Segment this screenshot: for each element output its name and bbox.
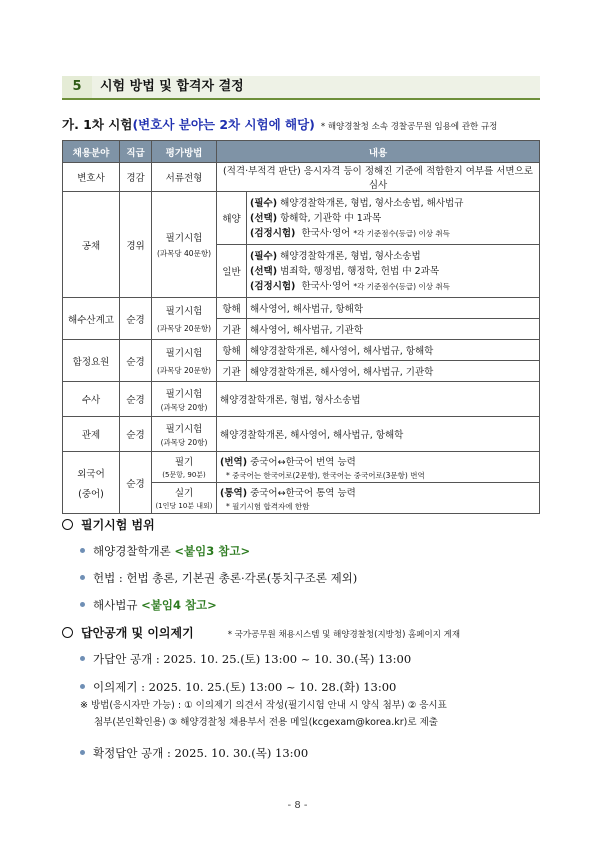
item-tag: <붙임4 참고> bbox=[141, 598, 217, 612]
dot-bullet-icon bbox=[80, 684, 85, 689]
col-header: 채용분야 bbox=[63, 141, 120, 163]
dot-bullet-icon bbox=[80, 602, 85, 607]
list-item bbox=[80, 679, 396, 695]
cell-rank: 순경 bbox=[120, 452, 152, 514]
col-header: 직급 bbox=[120, 141, 152, 163]
field-sub: (중어) bbox=[78, 488, 104, 500]
list-item bbox=[80, 597, 217, 613]
tag-interpretation: (통역) bbox=[220, 487, 248, 499]
list-item bbox=[80, 745, 308, 761]
item-text: 해양경찰학개론 bbox=[93, 544, 171, 558]
range-title: 필기시험 범위 bbox=[81, 518, 155, 532]
table-row bbox=[63, 340, 540, 361]
cell-rank: 순경 bbox=[120, 298, 152, 340]
field-label: 외국어 bbox=[77, 468, 105, 480]
content-line: 범죄학, 행정법, 행정학, 헌법 中 2과목 bbox=[280, 265, 440, 277]
range-heading bbox=[62, 516, 155, 533]
cell-method bbox=[152, 452, 217, 483]
circle-bullet-icon bbox=[62, 627, 73, 638]
method-label: 필기시험 bbox=[165, 423, 203, 435]
method-label: 필기 bbox=[174, 457, 194, 468]
method-line: ※ 방법(응시자만 가능) : ① 이의제기 의견서 작성(필기시험 안내 시 양식 첨부) ② 응시표 bbox=[80, 700, 447, 711]
content-note: * 필기시험 합격자에 한함 bbox=[226, 501, 310, 511]
section-header bbox=[62, 76, 540, 100]
cell-rank: 경위 bbox=[120, 192, 152, 298]
subsection-prefix: 가. 1차 시험 bbox=[62, 117, 133, 132]
cell-content: 해사영어, 해사법규, 항해학 bbox=[247, 298, 540, 319]
appeal-note: * 국가공무원 채용시스템 및 해양경찰청(지방청) 홈페이지 게재 bbox=[227, 630, 461, 640]
cell-content: 해양경찰학개론, 해사영어, 해사법규, 항해학 bbox=[247, 340, 540, 361]
method-label: 필기시험 bbox=[165, 306, 203, 317]
cell-method: 서류전형 bbox=[152, 163, 217, 192]
content-line: 해양경찰학개론, 형법, 형사소송법, 해사법규 bbox=[280, 197, 464, 209]
subsection-note: * 해양경찰청 소속 경찰공무원 임용에 관한 규정 bbox=[320, 122, 498, 132]
table-row bbox=[63, 163, 540, 192]
method-sub: (과목당 20문항) bbox=[156, 366, 211, 375]
tag-required: (필수) bbox=[250, 250, 278, 262]
content-line: 해양경찰학개론, 형법, 형사소송법 bbox=[280, 250, 421, 262]
tag-required: (필수) bbox=[250, 197, 278, 209]
table-row bbox=[63, 192, 540, 245]
table-row bbox=[63, 452, 540, 483]
content-line: 항해학, 기관학 中 1과목 bbox=[280, 212, 382, 224]
list-item bbox=[80, 651, 411, 667]
item-text: 해사법규 bbox=[93, 598, 138, 612]
dot-bullet-icon bbox=[80, 575, 85, 580]
cell-rank: 순경 bbox=[120, 340, 152, 382]
section-number: 5 bbox=[62, 76, 92, 98]
content-line: 중국어↔한국어 번역 능력 bbox=[250, 456, 356, 468]
cell-sublabel: 항해 bbox=[217, 340, 247, 361]
method-sub: (과목당 20문항) bbox=[156, 324, 211, 333]
cell-content: 해양경찰학개론, 해사영어, 해사법규, 항해학 bbox=[217, 417, 540, 452]
circle-bullet-icon bbox=[62, 519, 73, 530]
cell-content: 해사영어, 해사법규, 기관학 bbox=[247, 319, 540, 340]
appeal-method bbox=[80, 697, 447, 731]
cell-content: 해양경찰학개론, 해사영어, 해사법규, 기관학 bbox=[247, 361, 540, 382]
method-sub: (5문항, 90분) bbox=[162, 471, 206, 479]
cell-content bbox=[217, 452, 540, 483]
cell-content: 해양경찰학개론, 형법, 형사소송법 bbox=[217, 382, 540, 417]
table-header-row bbox=[63, 141, 540, 163]
item-text: 가답안 공개 : 2025. 10. 25.(토) 13:00 ~ 10. 30.(목) 13:00 bbox=[93, 652, 412, 666]
dot-bullet-icon bbox=[80, 750, 85, 755]
cell-sublabel: 항해 bbox=[217, 298, 247, 319]
exam-table bbox=[62, 140, 540, 514]
subsection-title bbox=[62, 115, 497, 133]
tag-elective: (선택) bbox=[250, 265, 278, 277]
method-label: 필기시험 bbox=[165, 233, 203, 244]
table-row bbox=[63, 382, 540, 417]
table-row bbox=[63, 298, 540, 319]
cell-method bbox=[152, 192, 217, 298]
cell-method bbox=[152, 340, 217, 382]
cell-method bbox=[152, 298, 217, 340]
method-sub: (과목당 20항) bbox=[160, 437, 208, 447]
appeal-heading bbox=[62, 624, 460, 641]
content-note: *각 기준점수(등급) 이상 취득 bbox=[353, 281, 450, 291]
dot-bullet-icon bbox=[80, 548, 85, 553]
tag-certified: (검정시험) bbox=[250, 280, 296, 292]
cell-rank: 경감 bbox=[120, 163, 152, 192]
cell-content bbox=[247, 245, 540, 298]
cell-field: 변호사 bbox=[63, 163, 120, 192]
method-label: 필기시험 bbox=[165, 388, 203, 400]
cell-method bbox=[152, 417, 217, 452]
item-text: 헌법 : 헌법 총론, 기본권 총론·각론(통치구조론 제외) bbox=[93, 571, 358, 585]
col-header: 평가방법 bbox=[152, 141, 217, 163]
cell-rank: 순경 bbox=[120, 382, 152, 417]
table-row bbox=[63, 417, 540, 452]
method-label: 실기 bbox=[174, 488, 194, 499]
content-line: 중국어↔한국어 통역 능력 bbox=[250, 487, 356, 499]
cell-sublabel: 해양 bbox=[217, 192, 247, 245]
tag-translation: (번역) bbox=[220, 456, 248, 468]
method-sub: (1인당 10분 내외) bbox=[155, 502, 213, 510]
tag-certified: (검정시험) bbox=[250, 227, 296, 239]
cell-field: 수사 bbox=[63, 382, 120, 417]
item-text: 이의제기 : 2025. 10. 25.(토) 13:00 ~ 10. 28.(화) 13:00 bbox=[93, 680, 397, 694]
cell-field: 관제 bbox=[63, 417, 120, 452]
method-sub: (과목당 40문항) bbox=[156, 249, 211, 258]
cell-method bbox=[152, 382, 217, 417]
cell-content bbox=[247, 192, 540, 245]
cell-rank: 순경 bbox=[120, 417, 152, 452]
tag-elective: (선택) bbox=[250, 212, 278, 224]
cell-content: (적격·부적격 판단) 응시자격 등이 정해진 기준에 적합한지 여부를 서면으로 심사 bbox=[217, 163, 540, 192]
method-label: 필기시험 bbox=[165, 348, 203, 359]
page-number: - 8 - bbox=[287, 800, 308, 811]
cell-sublabel: 기관 bbox=[217, 361, 247, 382]
item-text: 확정답안 공개 : 2025. 10. 30.(목) 13:00 bbox=[93, 746, 309, 760]
content-line: 한국사·영어 bbox=[301, 280, 351, 292]
method-line: 첨부(본인확인용) ③ 해양경찰청 채용부서 전용 메일(kcgexam@korea.kr)로 제출 bbox=[94, 717, 438, 728]
cell-field bbox=[63, 452, 120, 514]
cell-field: 공채 bbox=[63, 192, 120, 298]
cell-field: 함정요원 bbox=[63, 340, 120, 382]
dot-bullet-icon bbox=[80, 656, 85, 661]
item-tag: <붙임3 참고> bbox=[174, 544, 251, 558]
cell-sublabel: 기관 bbox=[217, 319, 247, 340]
list-item bbox=[80, 543, 250, 559]
content-note: * 중국어는 한국어로(2문항), 한국어는 중국어로(3문항) 번역 bbox=[226, 470, 425, 480]
cell-field: 해수산계고 bbox=[63, 298, 120, 340]
section-title: 시험 방법 및 합격자 결정 bbox=[100, 79, 244, 94]
method-sub: (과목당 20항) bbox=[160, 402, 208, 412]
subsection-blue: (변호사 분야는 2차 시험에 해당) bbox=[132, 117, 315, 132]
content-note: *각 기준점수(등급) 이상 취득 bbox=[353, 228, 450, 238]
appeal-title: 답안공개 및 이의제기 bbox=[81, 626, 194, 640]
col-header: 내용 bbox=[217, 141, 540, 163]
cell-sublabel: 일반 bbox=[217, 245, 247, 298]
content-line: 한국사·영어 bbox=[301, 227, 351, 239]
cell-content bbox=[217, 483, 540, 514]
list-item bbox=[80, 570, 357, 586]
cell-method bbox=[152, 483, 217, 514]
